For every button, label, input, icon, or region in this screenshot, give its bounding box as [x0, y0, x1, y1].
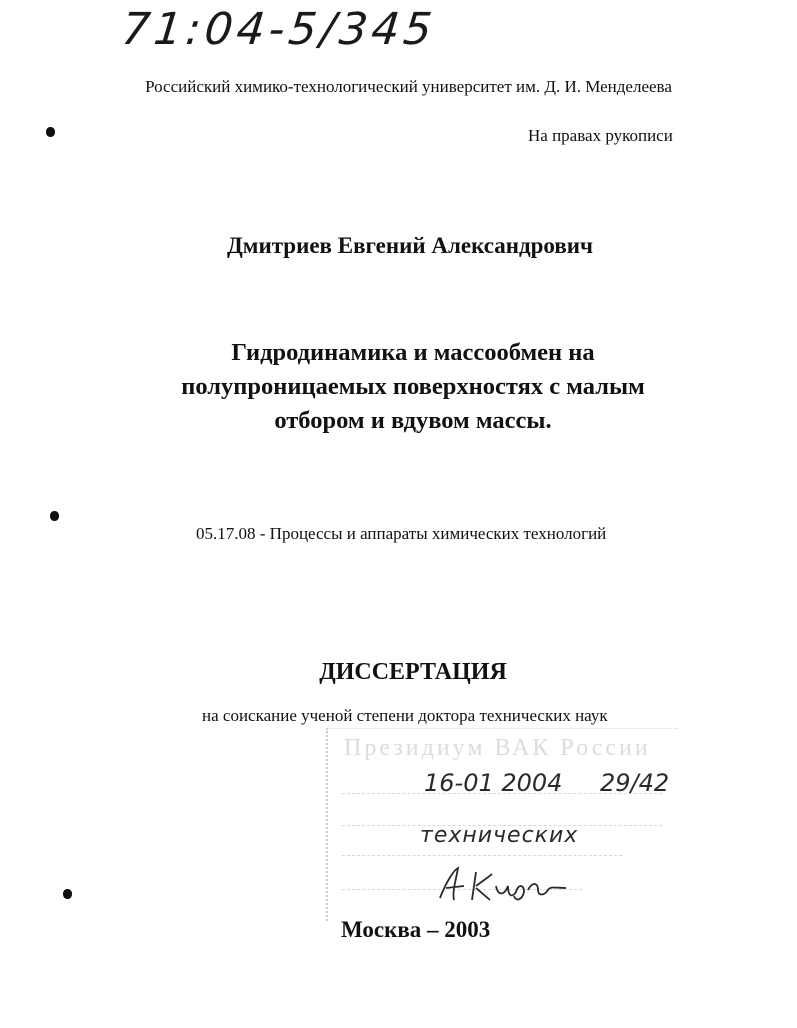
title-line: полупроницаемых поверхностях с малым	[181, 373, 645, 400]
handwritten-stamp-number: 29/42	[600, 769, 670, 797]
manuscript-rights-note: На правах рукописи	[528, 126, 673, 145]
author-name: Дмитриев Евгений Александрович	[226, 233, 593, 258]
document-type-heading: ДИССЕРТАЦИЯ	[319, 659, 507, 685]
specialty-code: 05.17.08 - Процессы и аппараты химических технологий	[196, 524, 607, 543]
city-and-year: Москва – 2003	[341, 917, 491, 942]
handwritten-stamp-date: 16-01 2004	[424, 769, 563, 797]
university-name: Российский химико-технологический университет им. Д. И. Менделеева	[145, 77, 672, 96]
dissertation-title	[0, 336, 797, 438]
handwritten-stamp-field: технических	[420, 823, 579, 848]
handwritten-signature	[432, 862, 572, 908]
degree-sought: на соискание ученой степени доктора технических наук	[202, 706, 608, 725]
stamp-title: Президиум ВАК России	[344, 735, 651, 761]
binding-hole-mark	[63, 889, 72, 899]
handwritten-shelf-mark: 71:04-5/345	[119, 4, 439, 55]
title-line: отбором и вдувом массы.	[274, 407, 552, 434]
binding-hole-mark	[46, 127, 55, 137]
stamp-line	[342, 855, 622, 856]
binding-hole-mark	[50, 511, 59, 521]
title-line: Гидродинамика и массообмен на	[231, 339, 595, 366]
